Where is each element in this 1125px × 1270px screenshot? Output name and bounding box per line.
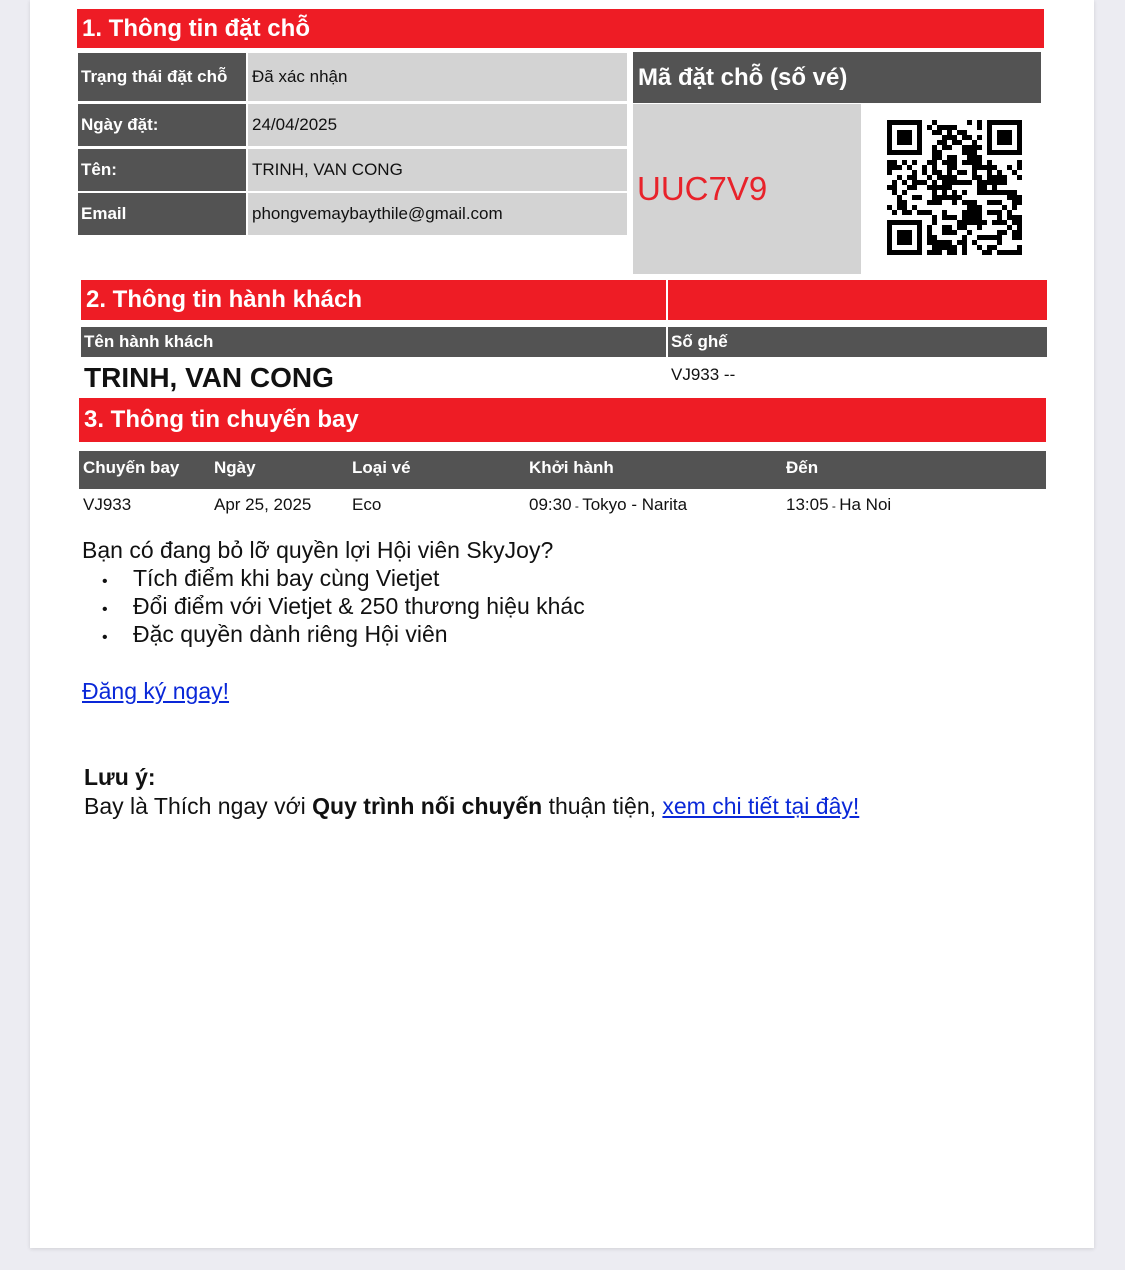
passenger-name-column-label: Tên hành khách [84,332,214,351]
passenger-name-column-header [81,327,666,357]
promo-bullet-text: Đổi điểm với Vietjet & 250 thương hiệu khác [133,593,585,619]
arrival-place: Ha Noi [839,495,892,514]
arrival-time: 13:05 [786,495,829,514]
col-arrival-label: Đến [786,458,819,477]
flight-table-row [79,493,1046,519]
note-text [84,793,859,820]
qr-code-icon [887,120,1022,255]
bullet-dot-icon: • [102,629,108,646]
promo-bullet-item [102,621,448,648]
passenger-section-header-right [668,280,1047,320]
fare-class: Eco [352,495,382,514]
qr-finder-top-right [987,120,1022,155]
col-fare-label: Loại vé [352,458,411,477]
passenger-name: TRINH, VAN CONG [84,362,334,393]
booking-code-header [633,52,1041,103]
status-value: Đã xác nhận [252,67,348,86]
booking-date-value-cell [248,104,627,146]
col-date-label: Ngày [214,458,256,477]
status-label: Trạng thái đặt chỗ [81,67,228,86]
details-link[interactable]: xem chi tiết tại đây! [662,793,860,819]
ticket-page [30,0,1094,1248]
seat-value: VJ933 -- [671,365,736,384]
qr-finder-top-left [887,120,922,155]
booking-code: UUC7V9 [637,170,768,207]
flight-number: VJ933 [83,495,132,514]
seat-column-label: Số ghế [671,332,728,351]
booking-date-label-cell [78,104,246,146]
promo-bullet-text: Tích điểm khi bay cùng Vietjet [133,565,440,591]
note-text-before: Bay là Thích ngay với [84,793,313,819]
name-value-cell [248,149,627,191]
promo-bullet-item [102,565,439,592]
status-value-cell [248,53,627,101]
note-text-bold: Quy trình nối chuyến [312,793,543,819]
booking-code-header-text: Mã đặt chỗ (số vé) [638,63,848,91]
promo-question: Bạn có đang bỏ lỡ quyền lợi Hội viên SkyJoy? [82,537,554,563]
register-link[interactable]: Đăng ký ngay! [82,678,230,704]
qr-finder-bottom-left [887,220,922,255]
booking-date-label: Ngày đặt: [81,115,159,134]
note-text-after: thuận tiện, [542,793,663,819]
departure-place: Tokyo - Narita [582,495,688,514]
departure-info: 09:30 - Tokyo - Narita [529,495,688,514]
name-label-cell [78,149,246,191]
flight-section-title: 3. Thông tin chuyến bay [84,406,359,433]
email-value-cell [248,193,627,235]
col-departure-label: Khởi hành [529,458,614,477]
name-value: TRINH, VAN CONG [252,160,403,179]
bullet-dot-icon: • [102,573,108,590]
flight-date: Apr 25, 2025 [214,495,312,514]
seat-column-header [668,327,1047,357]
note-heading: Lưu ý: [84,764,156,790]
status-label-cell [78,53,246,101]
flight-table-header [79,451,1046,489]
bullet-dot-icon: • [102,601,108,618]
passenger-section-header [81,280,666,320]
booking-code-cell [633,104,861,274]
name-label: Tên: [81,160,117,179]
col-flight-label: Chuyến bay [83,458,180,477]
departure-time: 09:30 [529,495,572,514]
flight-section-header [79,398,1046,442]
arrival-info: 13:05 - Ha Noi [786,495,892,514]
booking-date-value: 24/04/2025 [252,115,338,134]
passenger-section-title: 2. Thông tin hành khách [86,286,362,313]
promo-bullet-item [102,593,585,620]
email-label: Email [81,204,127,223]
booking-section-title: 1. Thông tin đặt chỗ [82,14,310,42]
booking-section-header [77,9,1044,48]
email-label-cell [78,193,246,235]
email-value: phongvemaybaythile@gmail.com [252,204,503,223]
promo-bullet-text: Đặc quyền dành riêng Hội viên [133,621,448,647]
